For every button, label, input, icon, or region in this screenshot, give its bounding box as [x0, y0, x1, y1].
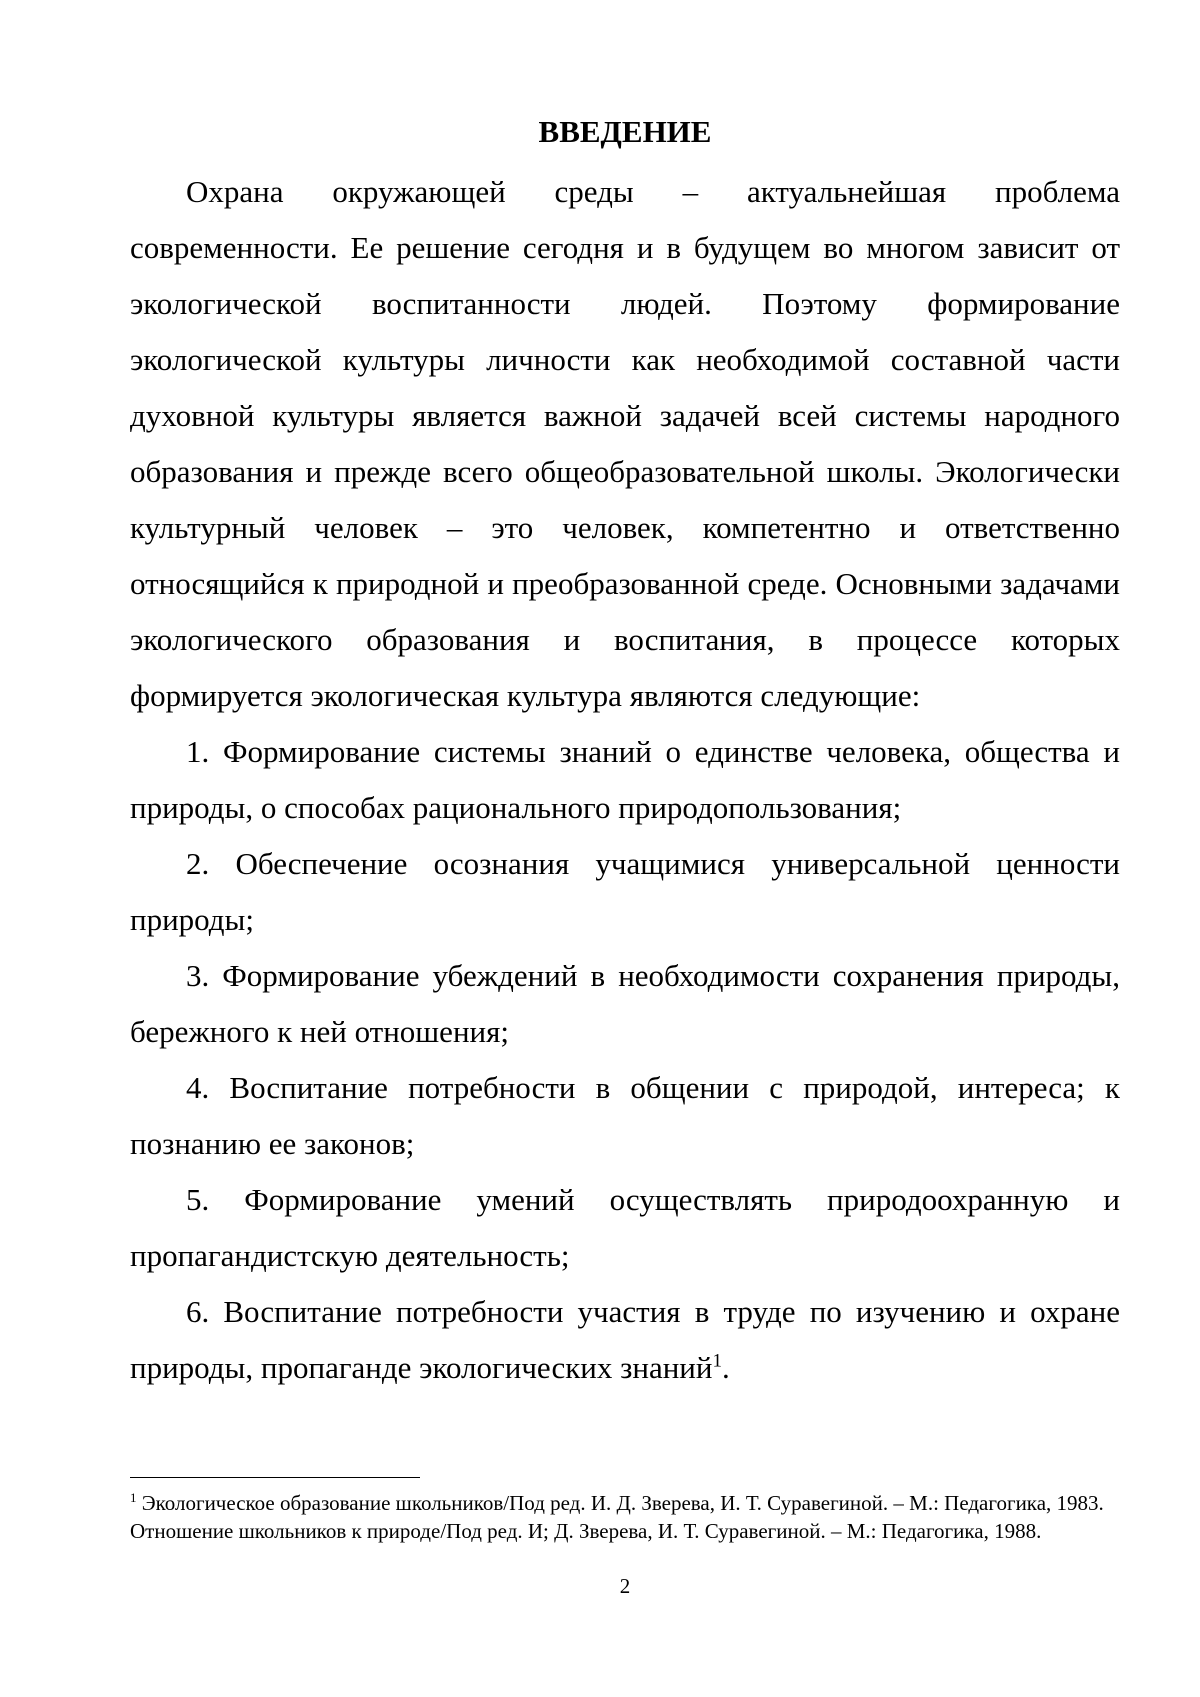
footnote: [130, 1489, 1120, 1545]
page-title: ВВЕДЕНИЕ: [538, 114, 712, 149]
list-item-5: 5. Формирование умений осуществлять природоохранную и пропагандистскую деятельность;: [130, 1182, 1120, 1273]
list-item-3: 3. Формирование убеждений в необходимости сохранения природы, бережного к ней отношения;: [130, 958, 1120, 1049]
list-item-1: 1. Формирование системы знаний о единстве человека, общества и природы, о способах рационального природопользования;: [130, 734, 1120, 825]
intro-paragraph: Охрана окружающей среды – актуальнейшая проблема современности. Ее решение сегодня и в будущем во многом зависит от экологической воспитанности людей. Поэтому формирование экологической культуры личности как необходимой составной части духовной культуры является важной задачей всей системы народного образования и прежде всего общеобразовательной школы. Экологически культурный человек – это человек, компетентно и ответственно относящийся к природной и преобразованной среде. Основными задачами экологического образования и воспитания, в процессе которых формируется экологическая культура являются следующие:: [130, 174, 1120, 713]
page-number: 2: [619, 1574, 631, 1598]
footnote-reference[interactable]: 1: [712, 1350, 722, 1372]
list-item-2: 2. Обеспечение осознания учащимися универсальной ценности природы;: [130, 846, 1120, 937]
footnote-mark: 1: [130, 1490, 137, 1505]
list-item-6-text: 6. Воспитание потребности участия в труде по изучению и охране природы, пропаганде экологических знаний: [130, 1294, 1120, 1385]
footnote-text: Экологическое образование школьников/Под ред. И. Д. Зверева, И. Т. Суравегиной. – М.: Педагогика, 1983. Отношение школьников к природе/Под ред. И; Д. Зверева, И. Т. Суравегиной. – М.: Педагогика, 1988.: [130, 1491, 1104, 1543]
footnote-divider: [130, 1477, 420, 1478]
list-item-6: 6. Воспитание потребности участия в труде по изучению и охране природы, пропаганде экологических знаний$^1$.: [130, 1294, 1120, 1385]
list-item-4: 4. Воспитание потребности в общении с природой, интереса; к познанию ее законов;: [130, 1070, 1120, 1161]
main-text: [130, 164, 1120, 1396]
